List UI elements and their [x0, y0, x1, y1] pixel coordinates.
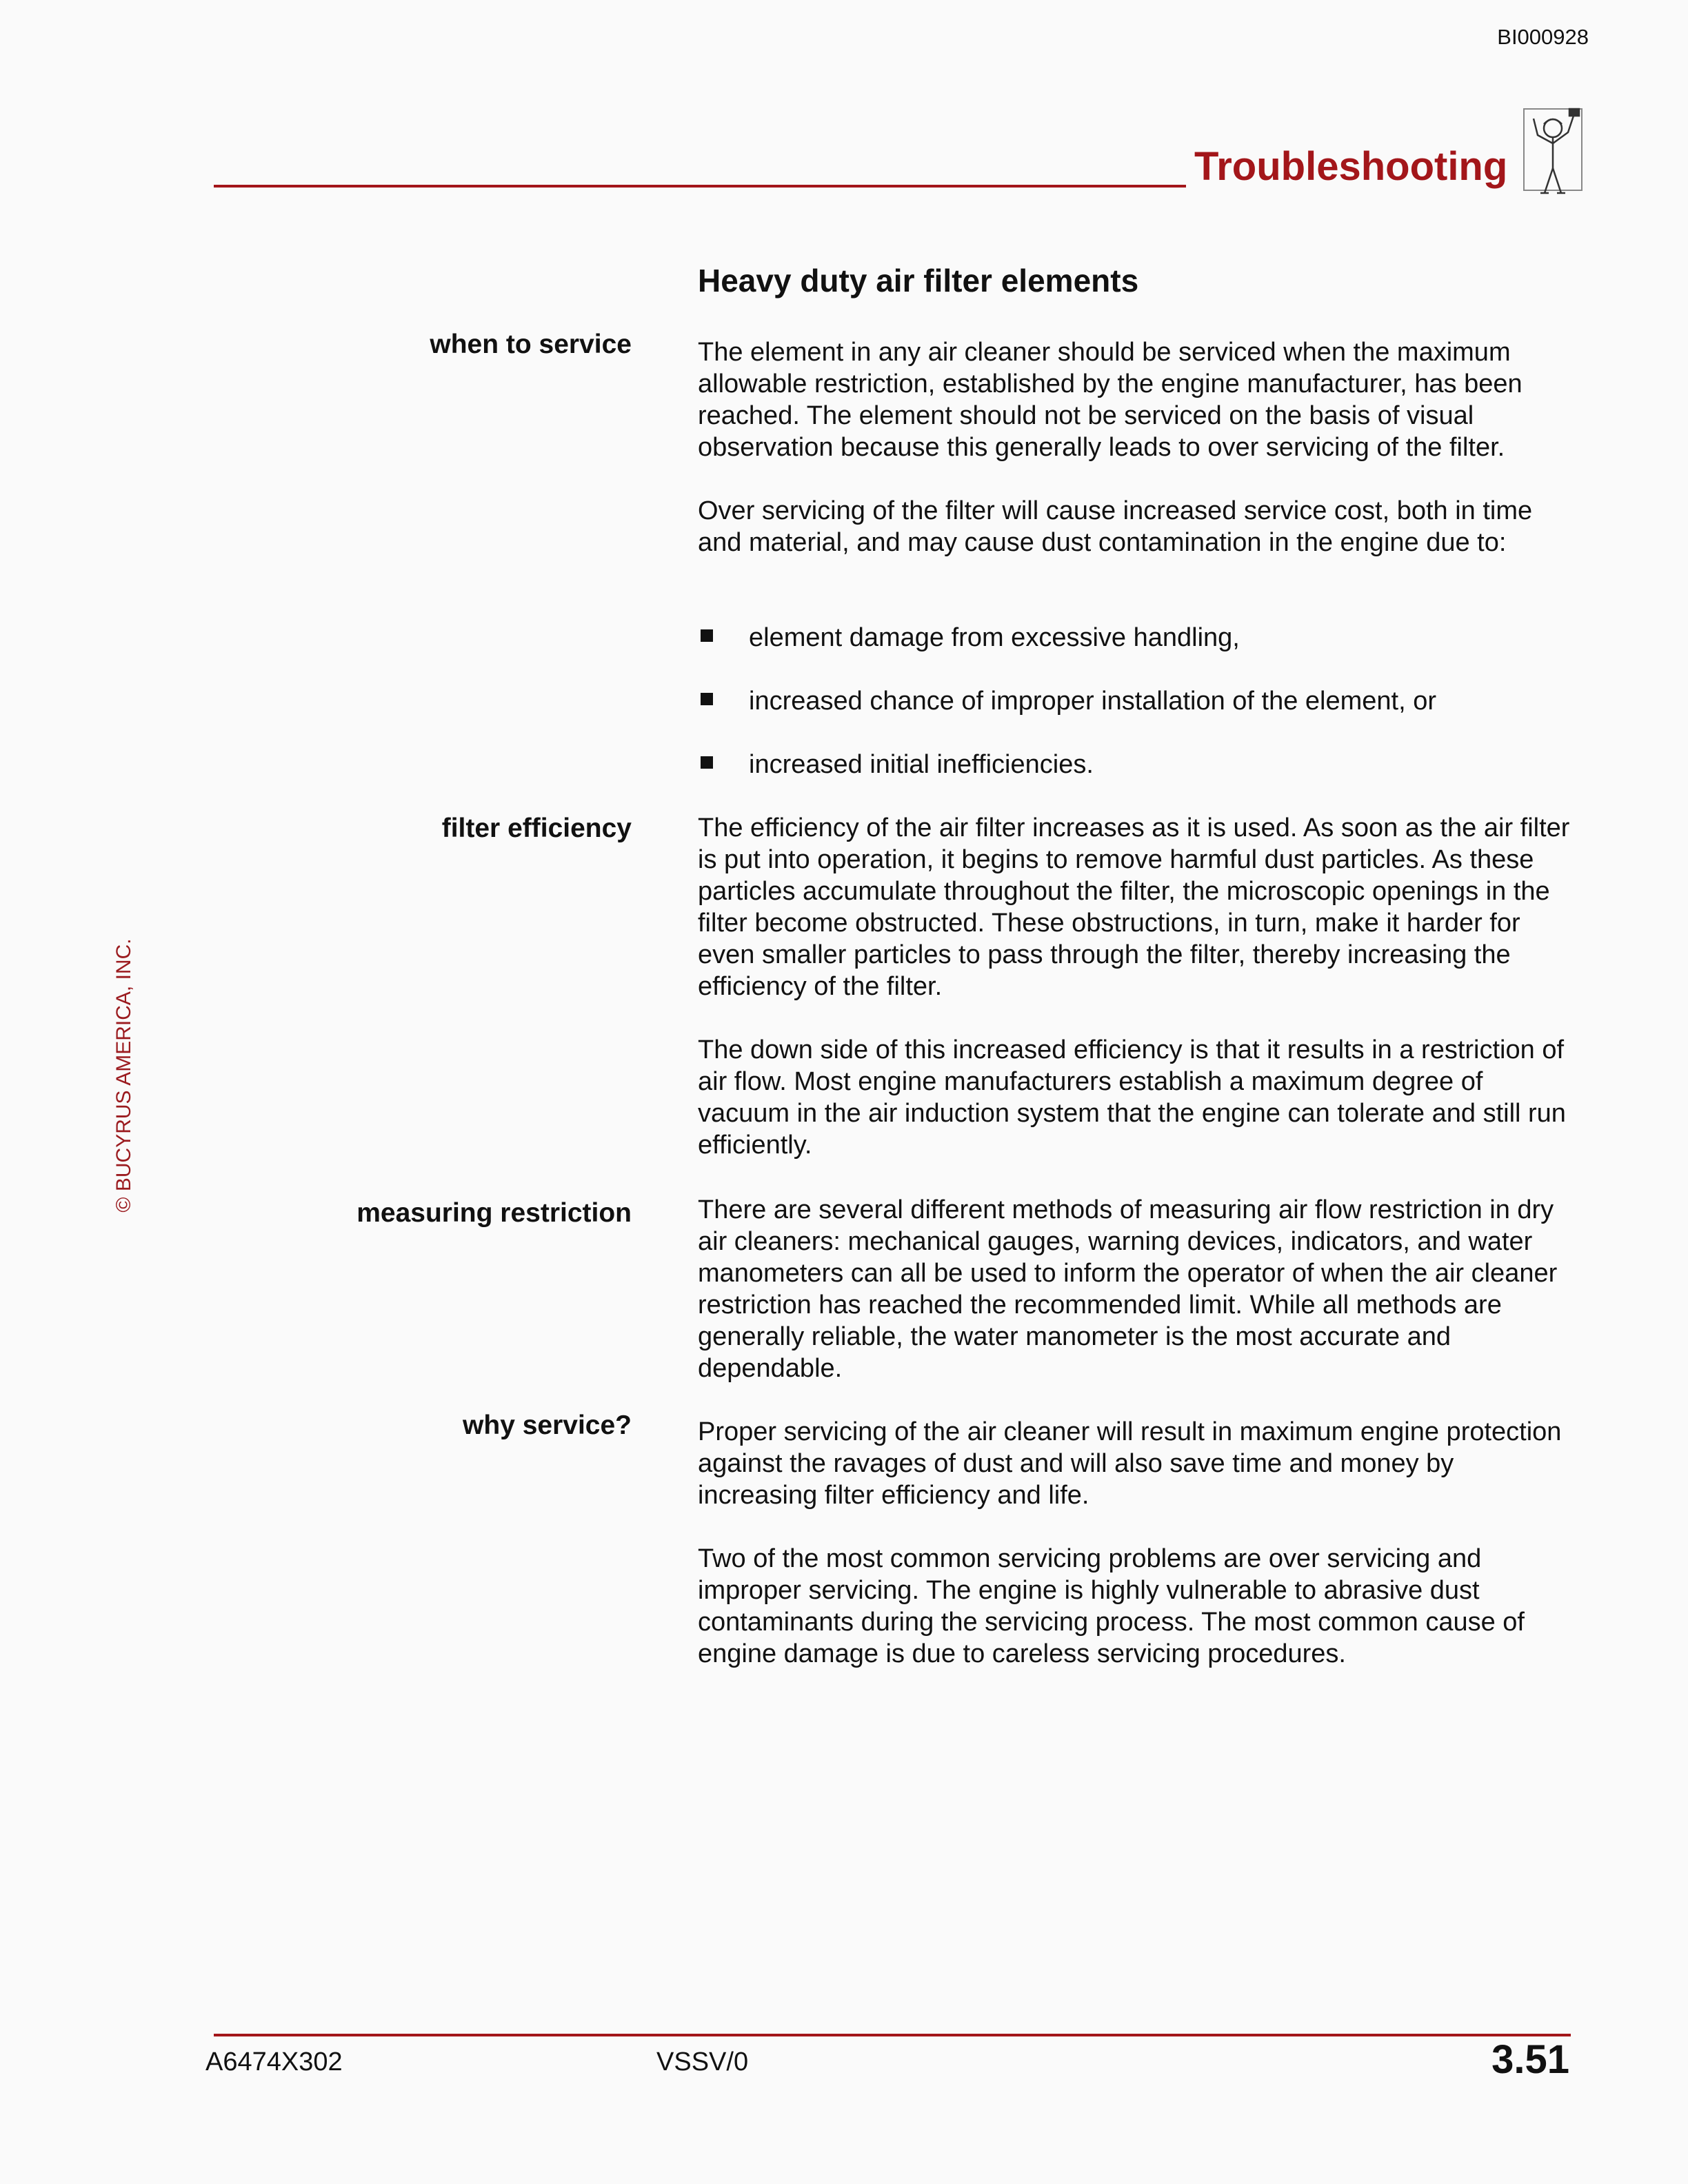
- paragraph: Over servicing of the filter will cause increased service cost, both in time and material, and may cause dust contamination in the engine due to:: [698, 496, 1533, 557]
- paragraph: There are several different methods of measuring air flow restriction in dry air cleaners: mechanical gauges, warning devices, indicators, and water manometers can all be used to inform the operator of when the air cleaner restriction has reached the recommended limit. While all methods are generally reliable, the water manometer is the most accurate and dependable.: [698, 1195, 1558, 1383]
- section-title: Troubleshooting: [1194, 144, 1508, 189]
- side-label-measuring-restriction: measuring restriction: [356, 1198, 632, 1228]
- footer-rule: [214, 2034, 1571, 2036]
- paragraph: The efficiency of the air filter increases as it is used. As soon as the air filter is put into operation, it begins to remove harmful dust particles. As these particles accumulate throughout the filter, the microscopic openings in the filter become obstructed. These obstructions, in turn, make it harder for even smaller particles to pass through the filter, thereby increasing the efficiency of the filter.: [698, 813, 1570, 1001]
- header-rule: [214, 185, 1186, 188]
- page-heading: Heavy duty air filter elements: [698, 263, 1139, 299]
- footer-version: VSSV/0: [656, 2048, 749, 2076]
- bullet-square-icon: [701, 693, 713, 705]
- document-id: BI000928: [1497, 25, 1589, 49]
- bullet-text: element damage from excessive handling,: [749, 623, 1240, 652]
- paragraph: Two of the most common servicing problems are over servicing and improper servicing. The engine is highly vulnerable to abrasive dust contaminants during the servicing process. The most common cause of engine damage is due to careless servicing procedures.: [698, 1544, 1525, 1668]
- copyright-notice: © BUCYRUS AMERICA, INC.: [112, 938, 135, 1213]
- page-number: 3.51: [1491, 2037, 1569, 2082]
- bullet-square-icon: [701, 756, 713, 769]
- paragraph: Proper servicing of the air cleaner will result in maximum engine protection against the ravages of dust and will also save time and money by increasing filter efficiency and life.: [698, 1417, 1562, 1510]
- side-label-when-to-service: when to service: [430, 330, 632, 359]
- bullet-item: [698, 622, 1240, 654]
- bullet-text: increased initial inefficiencies.: [749, 750, 1094, 779]
- bullet-item: [698, 749, 1094, 780]
- paragraph: The down side of this increased efficiency is that it results in a restriction of air flow. Most engine manufacturers establish a maximum degree of vacuum in the air induction system that the engine can tolerate and still run efficiently.: [698, 1035, 1566, 1160]
- paragraph: The element in any air cleaner should be serviced when the maximum allowable restriction, established by the engine manufacturer, has been reached. The element should not be serviced on the basis of visual observation because this generally leads to over servicing of the filter.: [698, 338, 1523, 462]
- side-label-filter-efficiency: filter efficiency: [441, 813, 632, 843]
- bullet-square-icon: [701, 629, 713, 642]
- footer-document-code: A6474X302: [205, 2048, 343, 2076]
- bullet-item: [698, 685, 1436, 717]
- bullet-text: increased chance of improper installation of the element, or: [749, 687, 1436, 716]
- side-label-why-service: why service?: [463, 1410, 632, 1440]
- mechanic-figure-icon: [1521, 105, 1585, 199]
